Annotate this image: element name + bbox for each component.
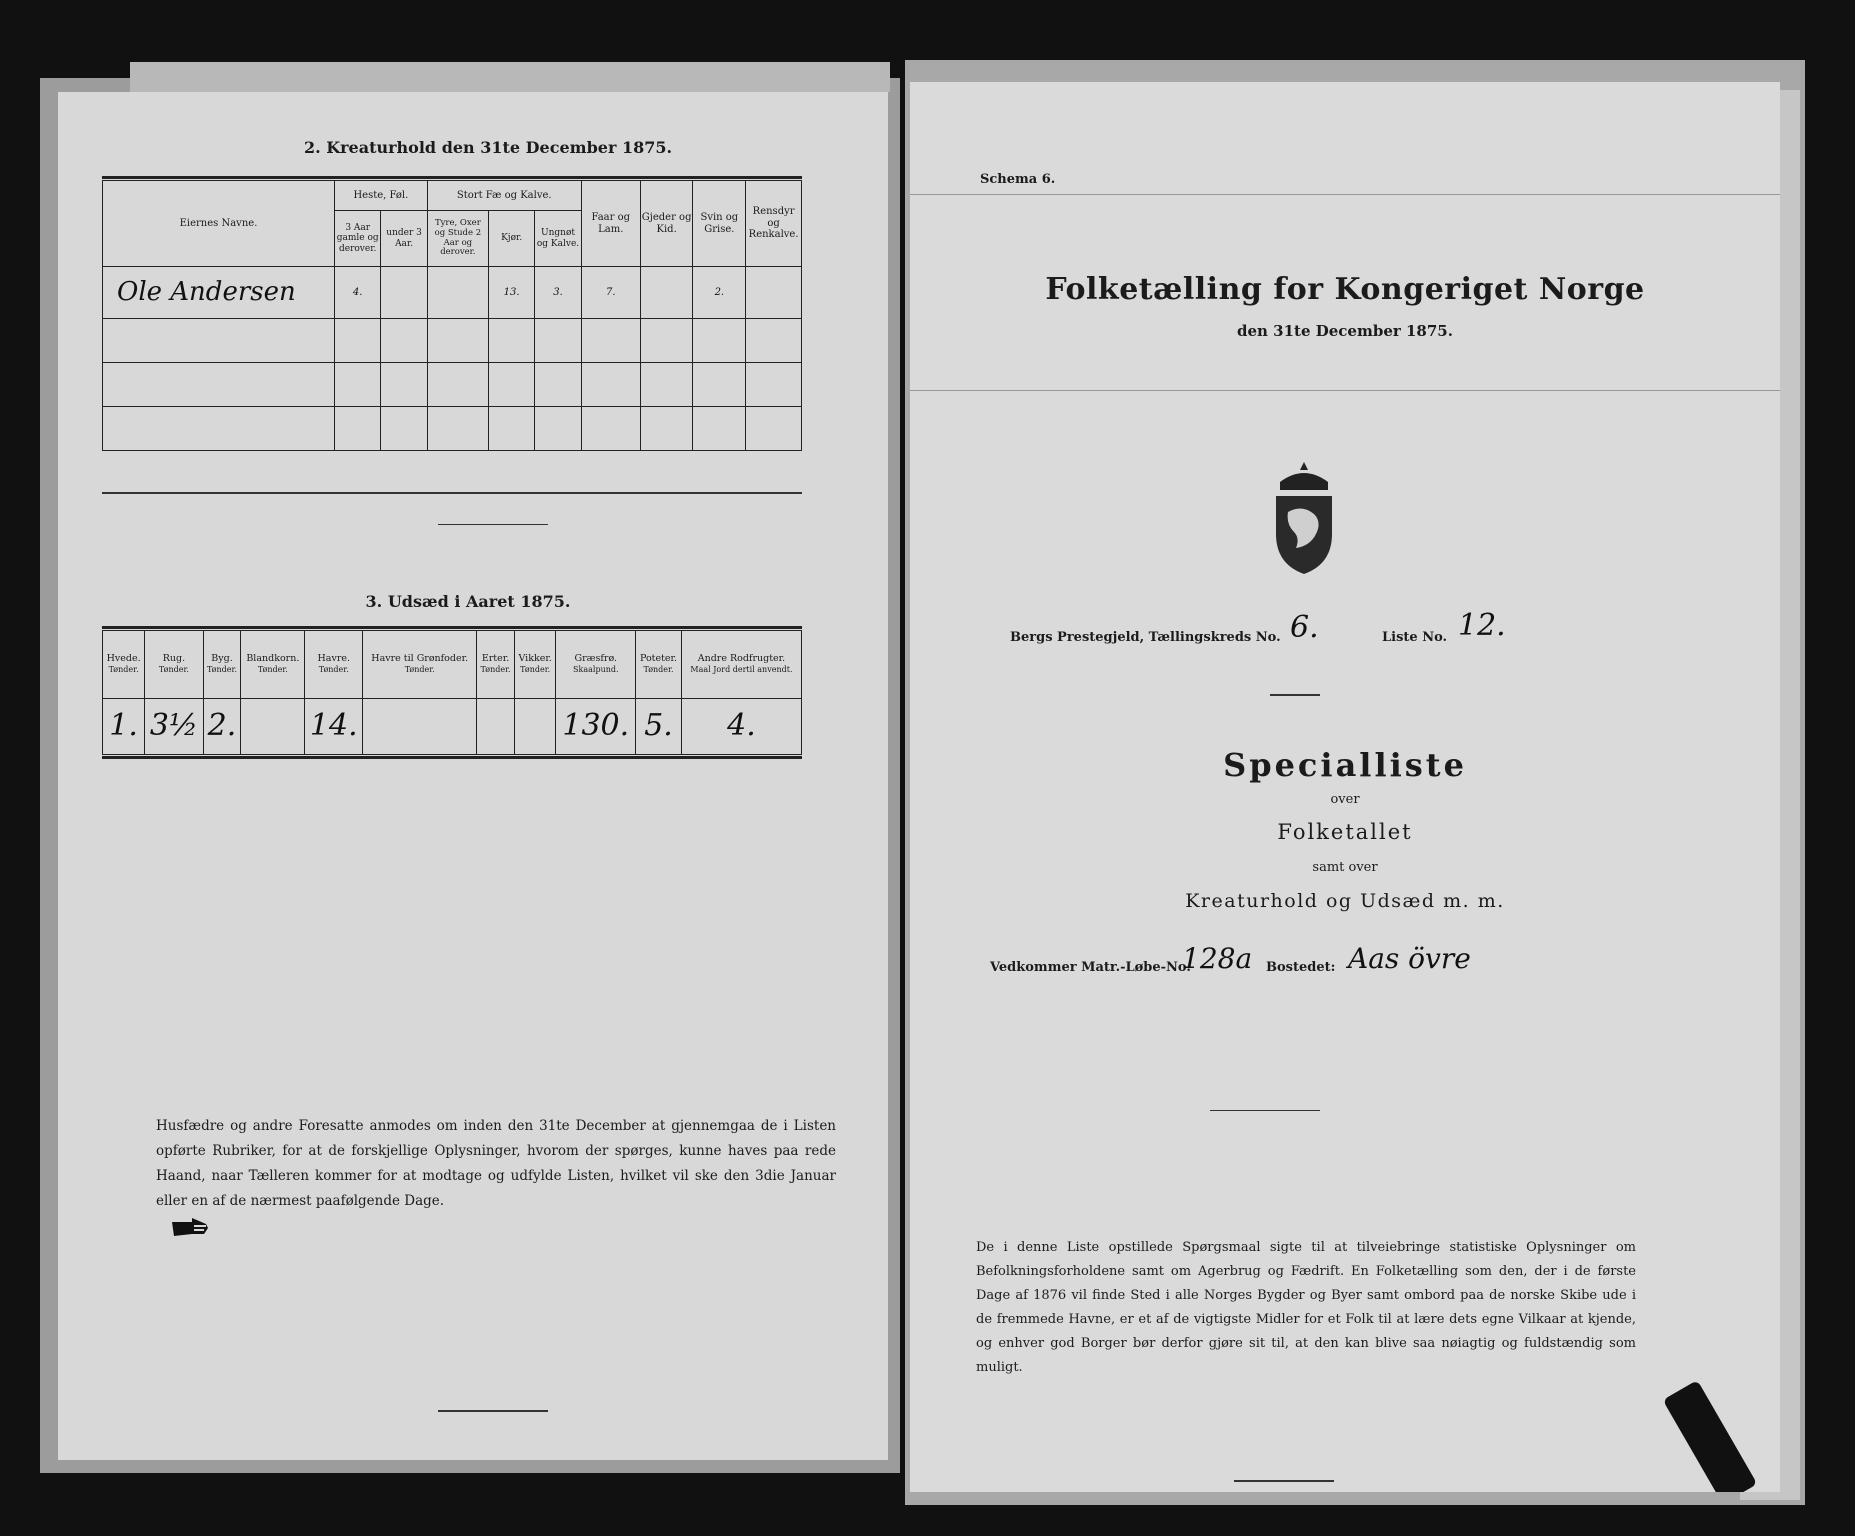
seed-header-name: Erter. — [481, 653, 510, 665]
cell-tyre — [427, 267, 488, 319]
table3-top-rule — [102, 626, 802, 629]
cell-kjor: 13. — [488, 267, 534, 319]
matr-number: 128a — [1182, 942, 1253, 975]
table2-bottom-rule — [102, 492, 802, 494]
cell-faar: 7. — [581, 267, 640, 319]
owner-name: Ole Andersen — [103, 267, 335, 319]
table-row — [103, 699, 802, 755]
header-faar: Faar og Lam. — [581, 181, 640, 267]
seed-value-9: 5. — [636, 699, 682, 755]
table-row — [103, 407, 802, 451]
coat-of-arms-icon — [1266, 460, 1342, 576]
header-kjor: Kjør. — [488, 211, 534, 267]
kreaturhold-text: Kreaturhold og Udsæd m. m. — [1185, 890, 1505, 912]
seed-value-8: 130. — [556, 699, 636, 755]
seed-header-name: Vikker. — [518, 653, 552, 665]
seed-header-unit: Tønder. — [158, 665, 189, 675]
cell-gjeder — [640, 267, 693, 319]
seed-header-5 — [363, 631, 477, 699]
footer-text: De i denne Liste opstillede Spørgsmaal sigte til at tilveiebringe statistiske Oplysninger om Befolkningsforholdene samt om Agerbrug og Fædrift. En Folketælling som den, der i de første Dage af 1876 vil finde Sted i alle Norges Bygder og Byer samt ombord paa de norske Skibe ude i de fremmede Havne, er et af de vigtigste Midler for et Folk til at lære dets egne Vilkaar at kjende, og enhver god Borger bør derfor gjøre sit til, at den kan blive saa nøiagtig og fuldstændig som muligt. — [976, 1240, 1636, 1375]
footer-divider — [1234, 1480, 1334, 1482]
seed-header-4 — [305, 631, 363, 699]
page-tab — [1663, 1380, 1758, 1492]
seed-header-10 — [681, 631, 801, 699]
seed-header-name: Hvede. — [106, 653, 141, 665]
seed-header-name: Havre til Grønfoder. — [371, 653, 469, 665]
right-page — [910, 82, 1780, 1492]
seed-header-unit: Tønder. — [257, 665, 288, 675]
seed-header-unit: Tønder. — [318, 665, 349, 675]
pointing-hand-icon — [170, 1216, 210, 1240]
sowing-table — [102, 630, 802, 755]
seed-value-7 — [514, 699, 556, 755]
seed-header-name: Havre. — [317, 653, 351, 665]
divider — [1210, 1110, 1320, 1111]
table3-bottom-rule — [102, 756, 802, 759]
folketallet-text: Folketallet — [1277, 820, 1413, 844]
table-row — [103, 319, 802, 363]
table2-top-rule — [102, 176, 802, 179]
seed-header-unit: Maal Jord dertil anvendt. — [690, 665, 793, 675]
faint-rule — [910, 194, 1780, 195]
background-sheet-top — [130, 62, 890, 92]
short-divider — [438, 524, 548, 525]
over-text: over — [1330, 792, 1360, 807]
notice-text: Husfædre og andre Foresatte anmodes om inden den 31te December at gjennemgaa de i Listen opførte Rubriker, for at de forskjellige Oplysninger, hvorom der spørges, kunne haves paa rede Haand, naar Tælleren kommer for at modtage og udfylde Listen, hvilket vil ske den 3die Januar eller en af de nærmest paafølgende Dage. — [156, 1118, 836, 1209]
seed-value-10: 4. — [681, 699, 801, 755]
date-line: den 31te December 1875. — [1237, 322, 1453, 340]
bottom-divider — [438, 1410, 548, 1412]
seed-header-unit: Tønder. — [404, 665, 435, 675]
seed-header-0 — [103, 631, 145, 699]
liste-number: 12. — [1458, 608, 1506, 643]
seed-header-9 — [636, 631, 682, 699]
cell-svin: 2. — [693, 267, 746, 319]
seed-header-unit: Tønder. — [480, 665, 511, 675]
seed-header-name: Poteter. — [639, 653, 678, 665]
seed-header-name: Blandkorn. — [246, 653, 300, 665]
table-row — [103, 267, 802, 319]
table-row — [103, 363, 802, 407]
seed-value-3 — [241, 699, 305, 755]
faint-rule — [910, 390, 1780, 391]
cell-heste-under3 — [381, 267, 427, 319]
seed-header-unit: Tønder. — [108, 665, 139, 675]
cell-ungnot: 3. — [535, 267, 581, 319]
seed-header-1 — [145, 631, 203, 699]
seed-header-2 — [203, 631, 241, 699]
district-number: 6. — [1290, 610, 1319, 645]
seed-header-unit: Tønder. — [643, 665, 674, 675]
seed-header-name: Græsfrø. — [574, 653, 618, 665]
liste-label: Liste No. — [1382, 630, 1448, 645]
seed-header-unit: Tønder. — [206, 665, 237, 675]
seed-header-unit: Skaalpund. — [573, 665, 619, 675]
seed-header-name: Andre Rodfrugter. — [697, 653, 786, 665]
header-heste-under3: under 3 Aar. — [381, 211, 427, 267]
header-gjeder: Gjeder og Kid. — [640, 181, 693, 267]
seed-value-2: 2. — [203, 699, 241, 755]
seed-header-unit: Tønder. — [520, 665, 551, 675]
seed-header-name: Rug. — [162, 653, 186, 665]
schema-label: Schema 6. — [980, 172, 1056, 187]
header-heste-3aar: 3 Aar gamle og derover. — [335, 211, 381, 267]
seed-value-4: 14. — [305, 699, 363, 755]
seed-value-0: 1. — [103, 699, 145, 755]
cell-rensdyr — [746, 267, 802, 319]
header-svin: Svin og Grise. — [693, 181, 746, 267]
seed-value-1: 3½ — [145, 699, 203, 755]
seed-header-6 — [477, 631, 515, 699]
district-label: Bergs Prestegjeld, Tællingskreds No. — [1010, 630, 1281, 645]
header-tyre: Tyre, Oxer og Stude 2 Aar og derover. — [427, 211, 488, 267]
matr-label: Vedkommer Matr.-Løbe-No. — [990, 960, 1191, 975]
header-owner: Eiernes Navne. — [103, 181, 335, 267]
divider — [1270, 694, 1320, 696]
section2-title: 2. Kreaturhold den 31te December 1875. — [303, 138, 673, 157]
header-heste: Heste, Føl. — [335, 181, 428, 211]
seed-header-3 — [241, 631, 305, 699]
seed-value-5 — [363, 699, 477, 755]
header-storfae: Stort Fæ og Kalve. — [427, 181, 581, 211]
seed-header-7 — [514, 631, 556, 699]
left-page — [58, 92, 888, 1460]
seed-header-name: Byg. — [211, 653, 233, 665]
samt-over-text: samt over — [1312, 860, 1378, 875]
seed-header-8 — [556, 631, 636, 699]
header-ungnot: Ungnøt og Kalve. — [535, 211, 581, 267]
livestock-table — [102, 180, 802, 451]
header-rensdyr: Rensdyr og Renkalve. — [746, 181, 802, 267]
main-title: Folketælling for Kongeriget Norge — [1045, 272, 1645, 307]
bosted-value: Aas övre — [1348, 942, 1471, 975]
seed-value-6 — [477, 699, 515, 755]
section3-title: 3. Udsæd i Aaret 1875. — [365, 592, 571, 611]
special-title: Specialliste — [1223, 746, 1467, 784]
bosted-label: Bostedet: — [1266, 960, 1336, 975]
cell-heste-3aar: 4. — [335, 267, 381, 319]
